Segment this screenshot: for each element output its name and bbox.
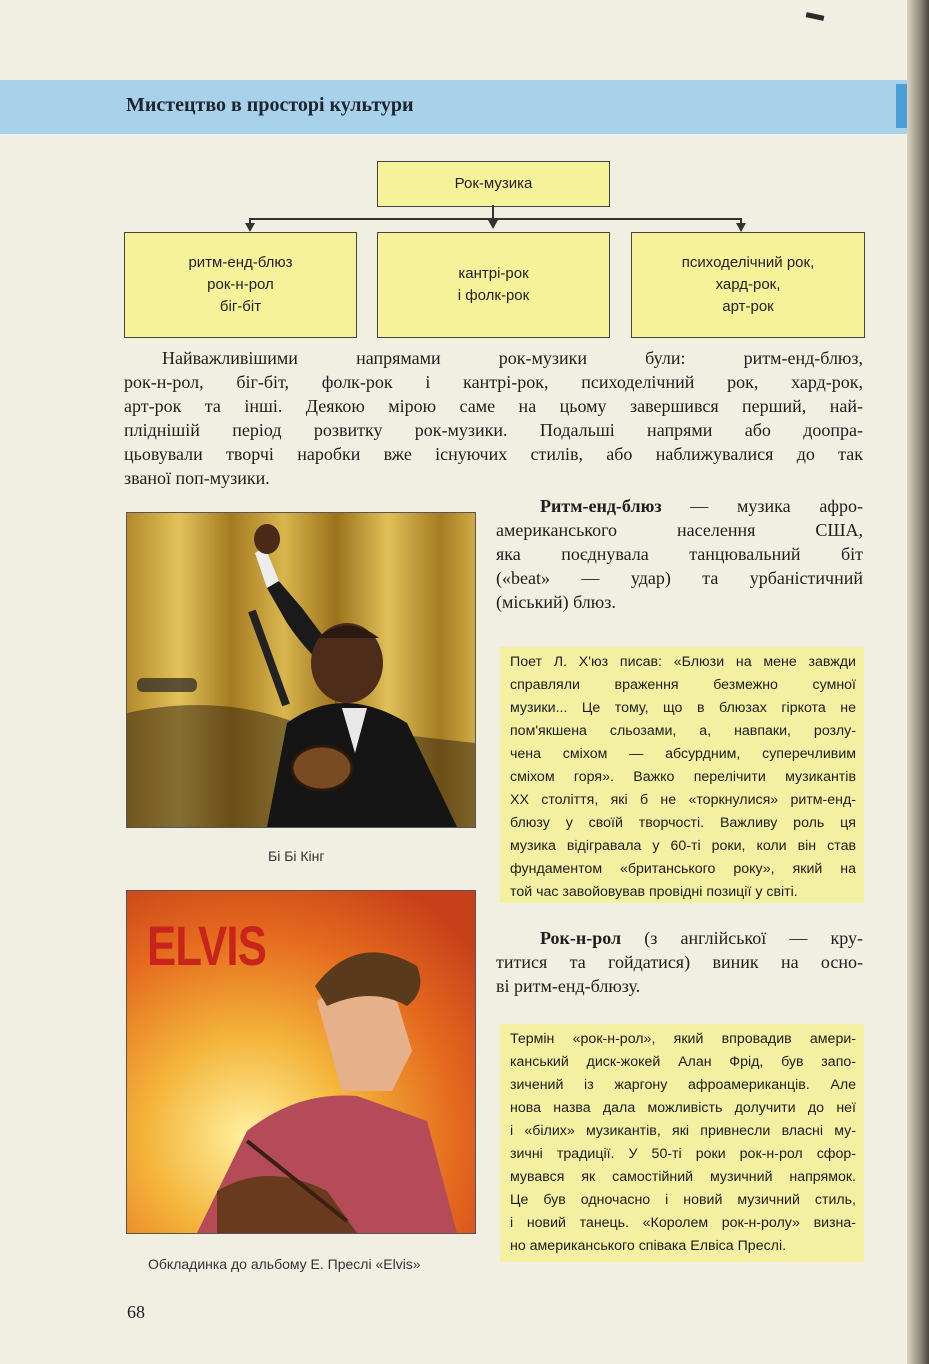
diagram-item: арт-рок bbox=[722, 298, 774, 315]
arrow-down-icon bbox=[736, 223, 746, 232]
text-line: чена сміхом — абсурдним, суперечливим bbox=[510, 746, 856, 762]
page-edge bbox=[907, 0, 929, 1364]
diagram-item: біг-біт bbox=[219, 298, 262, 315]
text-line: нова назва дала можливість долучити до неї bbox=[510, 1100, 856, 1116]
text-line: пом'якшена сльозами, а, навпаки, розлу- bbox=[510, 723, 856, 739]
bb-king-photo bbox=[126, 512, 476, 828]
text-line: той час завойовував провідні позиції у світі. bbox=[510, 884, 798, 900]
text-line: Найважливішими напрямами рок-музики були: ритм-енд-блюз, bbox=[162, 348, 863, 368]
diagram-box-country bbox=[377, 232, 610, 338]
text-line: справляли враження безмежно сумної bbox=[510, 677, 856, 693]
elvis-album-cover bbox=[126, 890, 476, 1234]
text-line: («beat» — удар) та урбаністичний bbox=[496, 568, 863, 588]
rocknroll-definition bbox=[496, 926, 863, 998]
text-line: мувався як самостійний музичний напрямок. bbox=[510, 1169, 856, 1185]
text-line bbox=[496, 926, 863, 950]
text-line: но американського співака Елвіса Преслі. bbox=[510, 1238, 787, 1254]
hughes-note bbox=[500, 647, 864, 903]
text-line: пліднішій період розвитку рок-музики. Подальші напрями або доопра- bbox=[124, 420, 863, 440]
elvis-caption: Обкладинка до альбому Е. Преслі «Elvis» bbox=[148, 1256, 421, 1272]
text-line: і новий танець. «Королем рок-н-ролу» визна- bbox=[510, 1215, 856, 1231]
diagram-item: психоделічний рок, bbox=[681, 254, 815, 271]
diagram-box-psychedelic bbox=[631, 232, 865, 338]
text-line: Поет Л. Х'юз писав: «Блюзи на мене завжди bbox=[510, 654, 856, 670]
album-cover-title: ELVIS bbox=[147, 914, 267, 977]
page-number: 68 bbox=[127, 1302, 145, 1322]
page-title: Мистецтво в просторі культури bbox=[126, 94, 414, 116]
text-line: сміхом горя». Важко перелічити музикантів bbox=[510, 769, 856, 785]
text-line: музика відігравала у 60-ті роки, коли він став bbox=[510, 838, 856, 854]
text-line: цьовували творчі наробки вже існуючих стилів, або наближувалися до так bbox=[124, 444, 863, 464]
text-line: зичений із жаргону афроамериканців. Але bbox=[510, 1077, 856, 1093]
diagram-item: ритм-енд-блюз bbox=[188, 254, 293, 271]
rnb-definition bbox=[496, 494, 863, 614]
text-line bbox=[496, 494, 863, 518]
diagram-item: хард-рок, bbox=[715, 276, 781, 293]
text-line: зичні традиції. У 50-ті роки рок-н-рол сфор- bbox=[510, 1146, 856, 1162]
rnb-term: Ритм-енд-блюз bbox=[540, 496, 662, 516]
diagram-item: кантрі-рок bbox=[458, 265, 529, 282]
text-line: канський диск-жокей Алан Фрід, був запо- bbox=[510, 1054, 856, 1070]
text-line: Термін «рок-н-рол», який впровадив амери- bbox=[510, 1031, 856, 1047]
text-line: (міський) блюз. bbox=[496, 592, 616, 612]
rocknroll-note bbox=[500, 1024, 864, 1262]
text-line: арт-рок та інші. Деякою мірою саме на цьому завершився перший, най- bbox=[124, 396, 863, 416]
intro-paragraph bbox=[124, 346, 863, 490]
text-line: званої поп-музики. bbox=[124, 468, 270, 488]
text-line: Це був одночасно і новий музичний стиль, bbox=[510, 1192, 856, 1208]
text-line: рок-н-рол, біг-біт, фолк-рок і кантрі-рок, психоделічний рок, хард-рок, bbox=[124, 372, 863, 392]
text-line: музики... Це тому, що в блюзах гіркота не bbox=[510, 700, 856, 716]
text-line: ві ритм-енд-блюзу. bbox=[496, 976, 641, 996]
bb-king-caption: Бі Бі Кінг bbox=[268, 848, 325, 864]
diagram-item: рок-н-рол bbox=[207, 276, 274, 293]
text-line: фундаментом «британського року», який на bbox=[510, 861, 856, 877]
arrow-down-icon bbox=[245, 223, 255, 232]
text-line: титися та гойдатися) виник на осно- bbox=[496, 952, 863, 972]
text-fragment: — музика афро- bbox=[661, 496, 863, 516]
text-line: яка поєднувала танцювальний біт bbox=[496, 544, 863, 564]
text-line: XX століття, які б не «торкнулися» ритм-енд- bbox=[510, 792, 856, 808]
page-mark bbox=[806, 12, 825, 21]
text-line: блюзу у своїй творчості. Важливу роль ця bbox=[510, 815, 856, 831]
diagram-box-rnb bbox=[124, 232, 357, 338]
rocknroll-term: Рок-н-рол bbox=[540, 928, 622, 948]
diagram-root-label: Рок-музика bbox=[454, 175, 533, 192]
text-fragment: (з англійської — кру- bbox=[621, 928, 863, 948]
diagram-root-box bbox=[377, 161, 610, 207]
text-line: і «білих» музикантів, які привнесли власні му- bbox=[510, 1123, 856, 1139]
text-line: американського населення США, bbox=[496, 520, 863, 540]
diagram-item: і фолк-рок bbox=[457, 287, 530, 304]
arrow-down-icon bbox=[488, 220, 498, 229]
